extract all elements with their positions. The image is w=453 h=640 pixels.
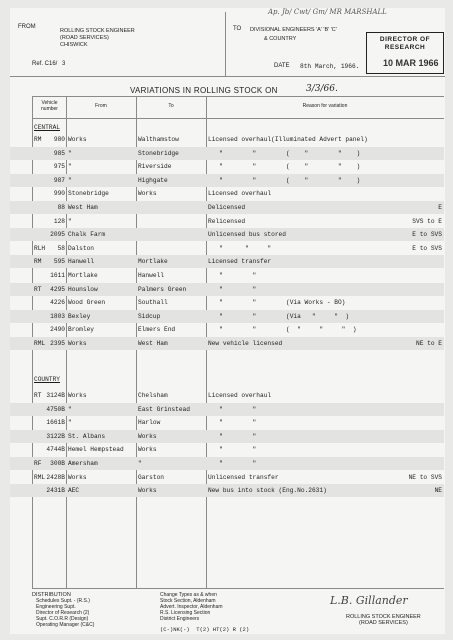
reason-text: Unlicensed bus stored — [208, 231, 286, 239]
from-garage: Works — [68, 473, 87, 481]
reason-text: " " — [208, 405, 257, 413]
traffic-status: NE to SVS — [408, 473, 442, 481]
document-title: VARIATIONS IN ROLLING STOCK ON — [130, 86, 278, 95]
stamp-line: RESEARCH — [384, 44, 426, 51]
title-date: 3/3/66. — [306, 84, 338, 94]
copies-line: Change Types as & when — [160, 592, 217, 598]
to-garage: Highgate — [138, 176, 168, 184]
table-row — [10, 430, 444, 443]
distribution-line: Schedules Supt. - (R.S.) — [36, 598, 90, 604]
to-garage: Walthamstow — [138, 136, 179, 143]
reason-text: " " — [208, 272, 257, 279]
from-garage: Dalston — [68, 244, 94, 252]
table-row — [10, 269, 444, 282]
from-garage: " — [68, 149, 72, 157]
stamp-date: 10 MAR 1966 — [383, 58, 439, 68]
to-garage: Garston — [138, 473, 164, 481]
to-garage: Works — [138, 487, 157, 495]
vehicle-number: 2428B — [46, 473, 65, 481]
to-garage: Palmers Green — [138, 285, 187, 293]
table-row — [10, 484, 444, 497]
to-garage: Works — [138, 446, 157, 454]
copies-block — [160, 592, 223, 622]
table-row — [10, 296, 444, 309]
from-garage: West Ham — [68, 204, 98, 211]
traffic-status: NE to E — [416, 340, 442, 347]
reason-text: Licensed overhaul(Illuminated Advert panel) — [208, 136, 368, 143]
section-heading-country: COUNTRY — [34, 376, 60, 383]
from-garage: Bromley — [68, 326, 94, 334]
from-garage: Amersham — [68, 460, 98, 467]
copies-line: District Engineers — [160, 616, 200, 622]
table-row — [10, 255, 444, 268]
reason-text: " " (Via Works - BO) — [208, 299, 346, 307]
from-garage: Stonebridge — [68, 190, 109, 198]
vehicle-number: 3124B — [46, 392, 65, 399]
reason-text: " " " — [208, 244, 272, 252]
vehicle-class: RLH — [34, 244, 46, 252]
reason-text: " " ( " " ) — [208, 149, 361, 157]
from-garage: " — [68, 405, 72, 413]
table-row — [10, 215, 444, 228]
to-label: TO — [233, 26, 242, 32]
from-garage: Hanwell — [68, 258, 94, 266]
to-address — [250, 26, 337, 44]
reason-text: " " — [208, 432, 257, 440]
table-row — [10, 133, 444, 146]
from-address — [60, 28, 135, 49]
table-row — [10, 228, 444, 241]
header-divider — [225, 12, 226, 76]
table-row — [10, 174, 444, 187]
reason-text: Licensed overhaul — [208, 190, 272, 198]
signatory-line: (ROAD SERVICES) — [358, 620, 408, 626]
from-garage: Mortlake — [68, 272, 98, 279]
table-row — [10, 323, 444, 336]
table-row — [10, 187, 444, 200]
ref-value: 3 — [62, 61, 66, 67]
distribution-line: Operating Manager (C&C) — [36, 622, 95, 628]
vehicle-number: 2431B — [46, 487, 65, 495]
traffic-status: E — [438, 204, 442, 211]
vehicle-number: 987 — [53, 176, 65, 184]
to-garage: " — [138, 460, 142, 467]
header-rule — [10, 76, 445, 77]
table-row — [10, 337, 444, 350]
vehicle-class: RM — [34, 136, 42, 143]
vehicle-number: 2095 — [50, 231, 65, 239]
from-garage: Chalk Farm — [68, 231, 106, 239]
table-row — [10, 147, 444, 160]
from-garage: Works — [68, 392, 87, 399]
to-garage: Riverside — [138, 163, 172, 171]
reason-text: Delicensed — [208, 204, 246, 211]
traffic-status: E to SVS — [412, 231, 442, 239]
vehicle-number: 4744B — [46, 446, 65, 454]
table-row — [10, 310, 444, 323]
reason-text: " " ( " " ) — [208, 163, 361, 171]
reason-text: " " ( " " " ) — [208, 326, 357, 334]
from-garage: Hemel Hempstead — [68, 446, 124, 454]
to-garage: Mortlake — [138, 258, 168, 266]
vehicle-class: RML — [34, 473, 46, 481]
reason-text: " " — [208, 446, 257, 454]
table-row — [10, 457, 444, 470]
received-stamp — [366, 32, 444, 74]
copies-line: R.S. Licensing Section — [160, 610, 211, 616]
traffic-status: SVS to E — [412, 217, 442, 225]
vehicle-number: 4226 — [50, 299, 65, 307]
table-row — [10, 403, 444, 416]
vehicle-number: 58 — [57, 244, 65, 252]
date-label: DATE — [274, 63, 290, 69]
from-garage: Hounslow — [68, 285, 98, 293]
distribution-label: DISTRIBUTION — [32, 592, 71, 598]
reason-text: " " (Via " " ) — [208, 312, 350, 320]
reason-text: New bus into stock (Eng.No.2631) — [208, 487, 327, 495]
vehicle-class: RT — [34, 392, 42, 399]
vehicle-number: 980 — [53, 136, 65, 143]
table-row — [10, 389, 444, 402]
reason-text: " " — [208, 460, 257, 467]
stamp-text — [367, 36, 443, 52]
from-garage: " — [68, 217, 72, 225]
table-row — [10, 242, 444, 255]
reason-text: New vehicle licensed — [208, 340, 283, 347]
reason-text: Unlicensed transfer — [208, 473, 279, 481]
vehicle-class: RML — [34, 340, 46, 347]
traffic-status: NE — [434, 487, 442, 495]
signature: L.B. Gillander — [330, 594, 408, 607]
vehicle-number: 88 — [57, 204, 65, 211]
vehicle-number: 1803 — [50, 312, 65, 320]
from-garage: " — [68, 419, 72, 427]
vehicle-class: RM — [34, 258, 42, 266]
from-label: FROM — [18, 24, 36, 30]
distribution-line: Supt. C.O.R.R (Design) — [36, 616, 89, 622]
vehicle-number: 975 — [53, 163, 65, 171]
column-header-from: From — [95, 103, 107, 109]
table-row — [10, 443, 444, 456]
to-garage: Hanwell — [138, 272, 164, 279]
vehicle-number: 4750B — [46, 405, 65, 413]
vehicle-number: 985 — [53, 149, 65, 157]
to-garage: Sidcup — [138, 312, 161, 320]
to-garage: Southall — [138, 299, 168, 307]
section-heading-central: CENTRAL — [34, 124, 60, 131]
table-row — [10, 416, 444, 429]
table-row — [10, 471, 444, 484]
stamp-line: DIRECTOR OF — [379, 36, 431, 43]
table-top-rule — [32, 96, 444, 97]
reason-text: Licensed overhaul — [208, 392, 272, 399]
from-garage: Works — [68, 136, 87, 143]
ref-label: Ref. C16/ — [32, 61, 58, 67]
copies-line: Stock Section, Aldenham — [160, 598, 216, 604]
vehicle-number: 3122B — [46, 432, 65, 440]
column-header-reason: Reason for variation — [302, 103, 348, 109]
from-garage: Bexley — [68, 312, 91, 320]
from-garage: " — [68, 163, 72, 171]
table-bottom-rule — [32, 588, 444, 589]
table-row — [10, 201, 444, 214]
table-row — [10, 160, 444, 173]
from-line: (ROAD SERVICES) — [60, 35, 109, 41]
reason-text: " " — [208, 419, 257, 427]
from-line: CHISWICK — [60, 42, 88, 48]
to-garage: Works — [138, 190, 157, 198]
from-garage: St. Albans — [68, 432, 106, 440]
vehicle-class: RF — [34, 460, 42, 467]
to-garage: Harlow — [138, 419, 161, 427]
traffic-status: E to SVS — [412, 244, 442, 252]
reason-text: " " ( " " ) — [208, 176, 361, 184]
distribution-line: Engineering Supt. — [36, 604, 76, 610]
distribution-block — [32, 592, 94, 628]
from-garage: Works — [68, 340, 87, 347]
copies-line: Advert. Inspector, Aldenham — [160, 604, 223, 610]
to-garage: Chelsham — [138, 392, 168, 399]
date-value: 8th March, 1966. — [300, 63, 360, 70]
vehicle-number: 1611 — [50, 272, 65, 279]
column-header-vehicle: Vehicle number — [41, 100, 58, 112]
from-garage: " — [68, 176, 72, 184]
vehicle-number: 2395 — [50, 340, 65, 347]
document-page — [10, 8, 445, 634]
from-garage: Wood Green — [68, 299, 106, 307]
signatory-block — [346, 614, 421, 626]
reason-text: Relicensed — [208, 217, 246, 225]
vehicle-number: 595 — [53, 258, 65, 266]
to-garage: West Ham — [138, 340, 168, 347]
column-header-to: To — [168, 103, 174, 109]
to-garage: Elmers End — [138, 326, 176, 334]
to-line: DIVISIONAL ENGINEERS 'A' 'B' 'C' — [250, 27, 337, 33]
to-garage: Works — [138, 432, 157, 440]
from-garage: AEC — [68, 487, 80, 495]
vehicle-number: 4295 — [50, 285, 65, 293]
to-garage: Stonebridge — [138, 149, 179, 157]
copies-summary: (C-)NK(-) T(2) HT(2) R (2) — [160, 626, 250, 633]
reason-text: " " — [208, 285, 257, 293]
table-row — [10, 283, 444, 296]
vehicle-class: RT — [34, 285, 42, 293]
from-line: ROLLING STOCK ENGINEER — [60, 28, 135, 34]
to-line: & COUNTRY — [264, 36, 297, 42]
vehicle-number: 2490 — [50, 326, 65, 334]
handwritten-initials: Ap. Jb/ Cwt/ Gm/ MR MARSHALL — [268, 8, 387, 16]
signatory-line: ROLLING STOCK ENGINEER — [346, 614, 421, 620]
vehicle-number: 990 — [53, 190, 65, 198]
vehicle-number: 300B — [50, 460, 65, 467]
table-header-rule — [32, 118, 444, 119]
vehicle-number: 1661B — [46, 419, 65, 427]
distribution-line: Director of Research (2) — [36, 610, 90, 616]
reason-text: Licensed transfer — [208, 258, 272, 266]
to-garage: East Grinstead — [138, 405, 190, 413]
vehicle-number: 128 — [53, 217, 65, 225]
